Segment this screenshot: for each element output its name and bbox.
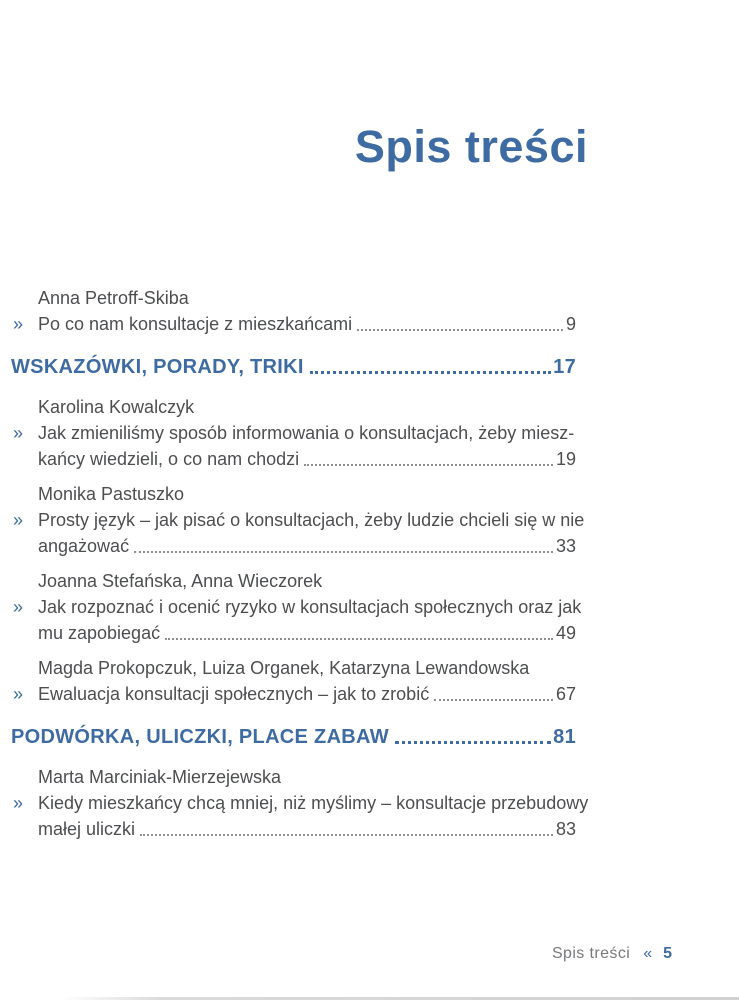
guillemet-marker-icon: » bbox=[13, 314, 24, 334]
toc-entry bbox=[11, 481, 585, 559]
toc-entry-page-number: 19 bbox=[555, 449, 576, 469]
guillemet-marker-icon: » bbox=[13, 423, 24, 443]
toc-entry-title-continued: mu zapobiegać bbox=[38, 623, 161, 643]
toc-entry bbox=[11, 394, 576, 472]
dotted-leader bbox=[165, 620, 553, 640]
toc-section-title: PODWÓRKA, ULICZKI, PLACE ZABAW bbox=[11, 726, 389, 748]
dotted-leader bbox=[140, 816, 553, 836]
toc-entry-page-number: 83 bbox=[555, 819, 576, 839]
toc-entry-authors: Karolina Kowalczyk bbox=[38, 397, 195, 417]
dotted-leader bbox=[134, 533, 553, 553]
toc-entry-title-continued: angażować bbox=[38, 536, 130, 556]
toc-entry bbox=[11, 568, 582, 646]
footer-section-label: Spis treści bbox=[551, 945, 631, 962]
dotted-leader bbox=[395, 722, 551, 744]
toc-entry-authors: Marta Marciniak-Mierzejewska bbox=[38, 767, 282, 787]
toc-entry-authors: Anna Petroff-Skiba bbox=[38, 288, 189, 308]
dotted-leader bbox=[310, 352, 551, 374]
toc-entry bbox=[11, 285, 576, 337]
toc-entry-page-number: 33 bbox=[555, 536, 576, 556]
toc-entry bbox=[11, 655, 576, 707]
toc-section-title: WSKAZÓWKI, PORADY, TRIKI bbox=[11, 356, 304, 378]
dotted-leader bbox=[304, 446, 553, 466]
toc-entry-title: Jak rozpoznać i ocenić ryzyko w konsultacjach społecznych oraz jak bbox=[38, 597, 582, 617]
toc-entry-title: Prosty język – jak pisać o konsultacjach, żeby ludzie chcieli się w nie bbox=[38, 510, 585, 530]
toc-entry bbox=[11, 764, 589, 842]
footer-page-number: 5 bbox=[663, 945, 672, 962]
toc-entry-title: Jak zmieniliśmy sposób informowania o konsultacjach, żeby miesz- bbox=[38, 423, 575, 443]
page-footer bbox=[552, 944, 672, 964]
dotted-leader bbox=[434, 681, 553, 701]
toc-entry-title-continued: kańcy wiedzieli, o co nam chodzi bbox=[38, 449, 300, 469]
toc-section-heading bbox=[11, 352, 576, 382]
table-of-contents bbox=[11, 285, 589, 851]
toc-entry-authors: Magda Prokopczuk, Luiza Organek, Katarzyna Lewandowska bbox=[38, 658, 530, 678]
toc-entry-title: Po co nam konsultacje z mieszkańcami bbox=[38, 314, 353, 334]
guillemet-marker-icon: » bbox=[13, 793, 24, 813]
guillemet-marker-icon: » bbox=[13, 684, 24, 704]
toc-entry-page-number: 9 bbox=[565, 314, 576, 334]
toc-entry-page-number: 49 bbox=[555, 623, 576, 643]
toc-section-heading bbox=[11, 722, 576, 752]
dotted-leader bbox=[357, 311, 563, 331]
toc-entry-authors: Joanna Stefańska, Anna Wieczorek bbox=[38, 571, 323, 591]
toc-section-page-number: 17 bbox=[553, 356, 576, 378]
page-title: Spis treści bbox=[354, 121, 588, 173]
toc-entry-title: Kiedy mieszkańcy chcą mniej, niż myślimy – konsultacje przebudowy bbox=[38, 793, 589, 813]
toc-entry-page-number: 67 bbox=[555, 684, 576, 704]
toc-section-page-number: 81 bbox=[553, 726, 576, 748]
toc-entry-title: Ewaluacja konsultacji społecznych – jak to zrobić bbox=[38, 684, 430, 704]
guillemet-marker-icon: » bbox=[13, 597, 24, 617]
guillemet-icon: « bbox=[643, 945, 653, 962]
toc-entry-title-continued: małej uliczki bbox=[38, 819, 136, 839]
toc-entry-authors: Monika Pastuszko bbox=[38, 484, 185, 504]
guillemet-marker-icon: » bbox=[13, 510, 24, 530]
